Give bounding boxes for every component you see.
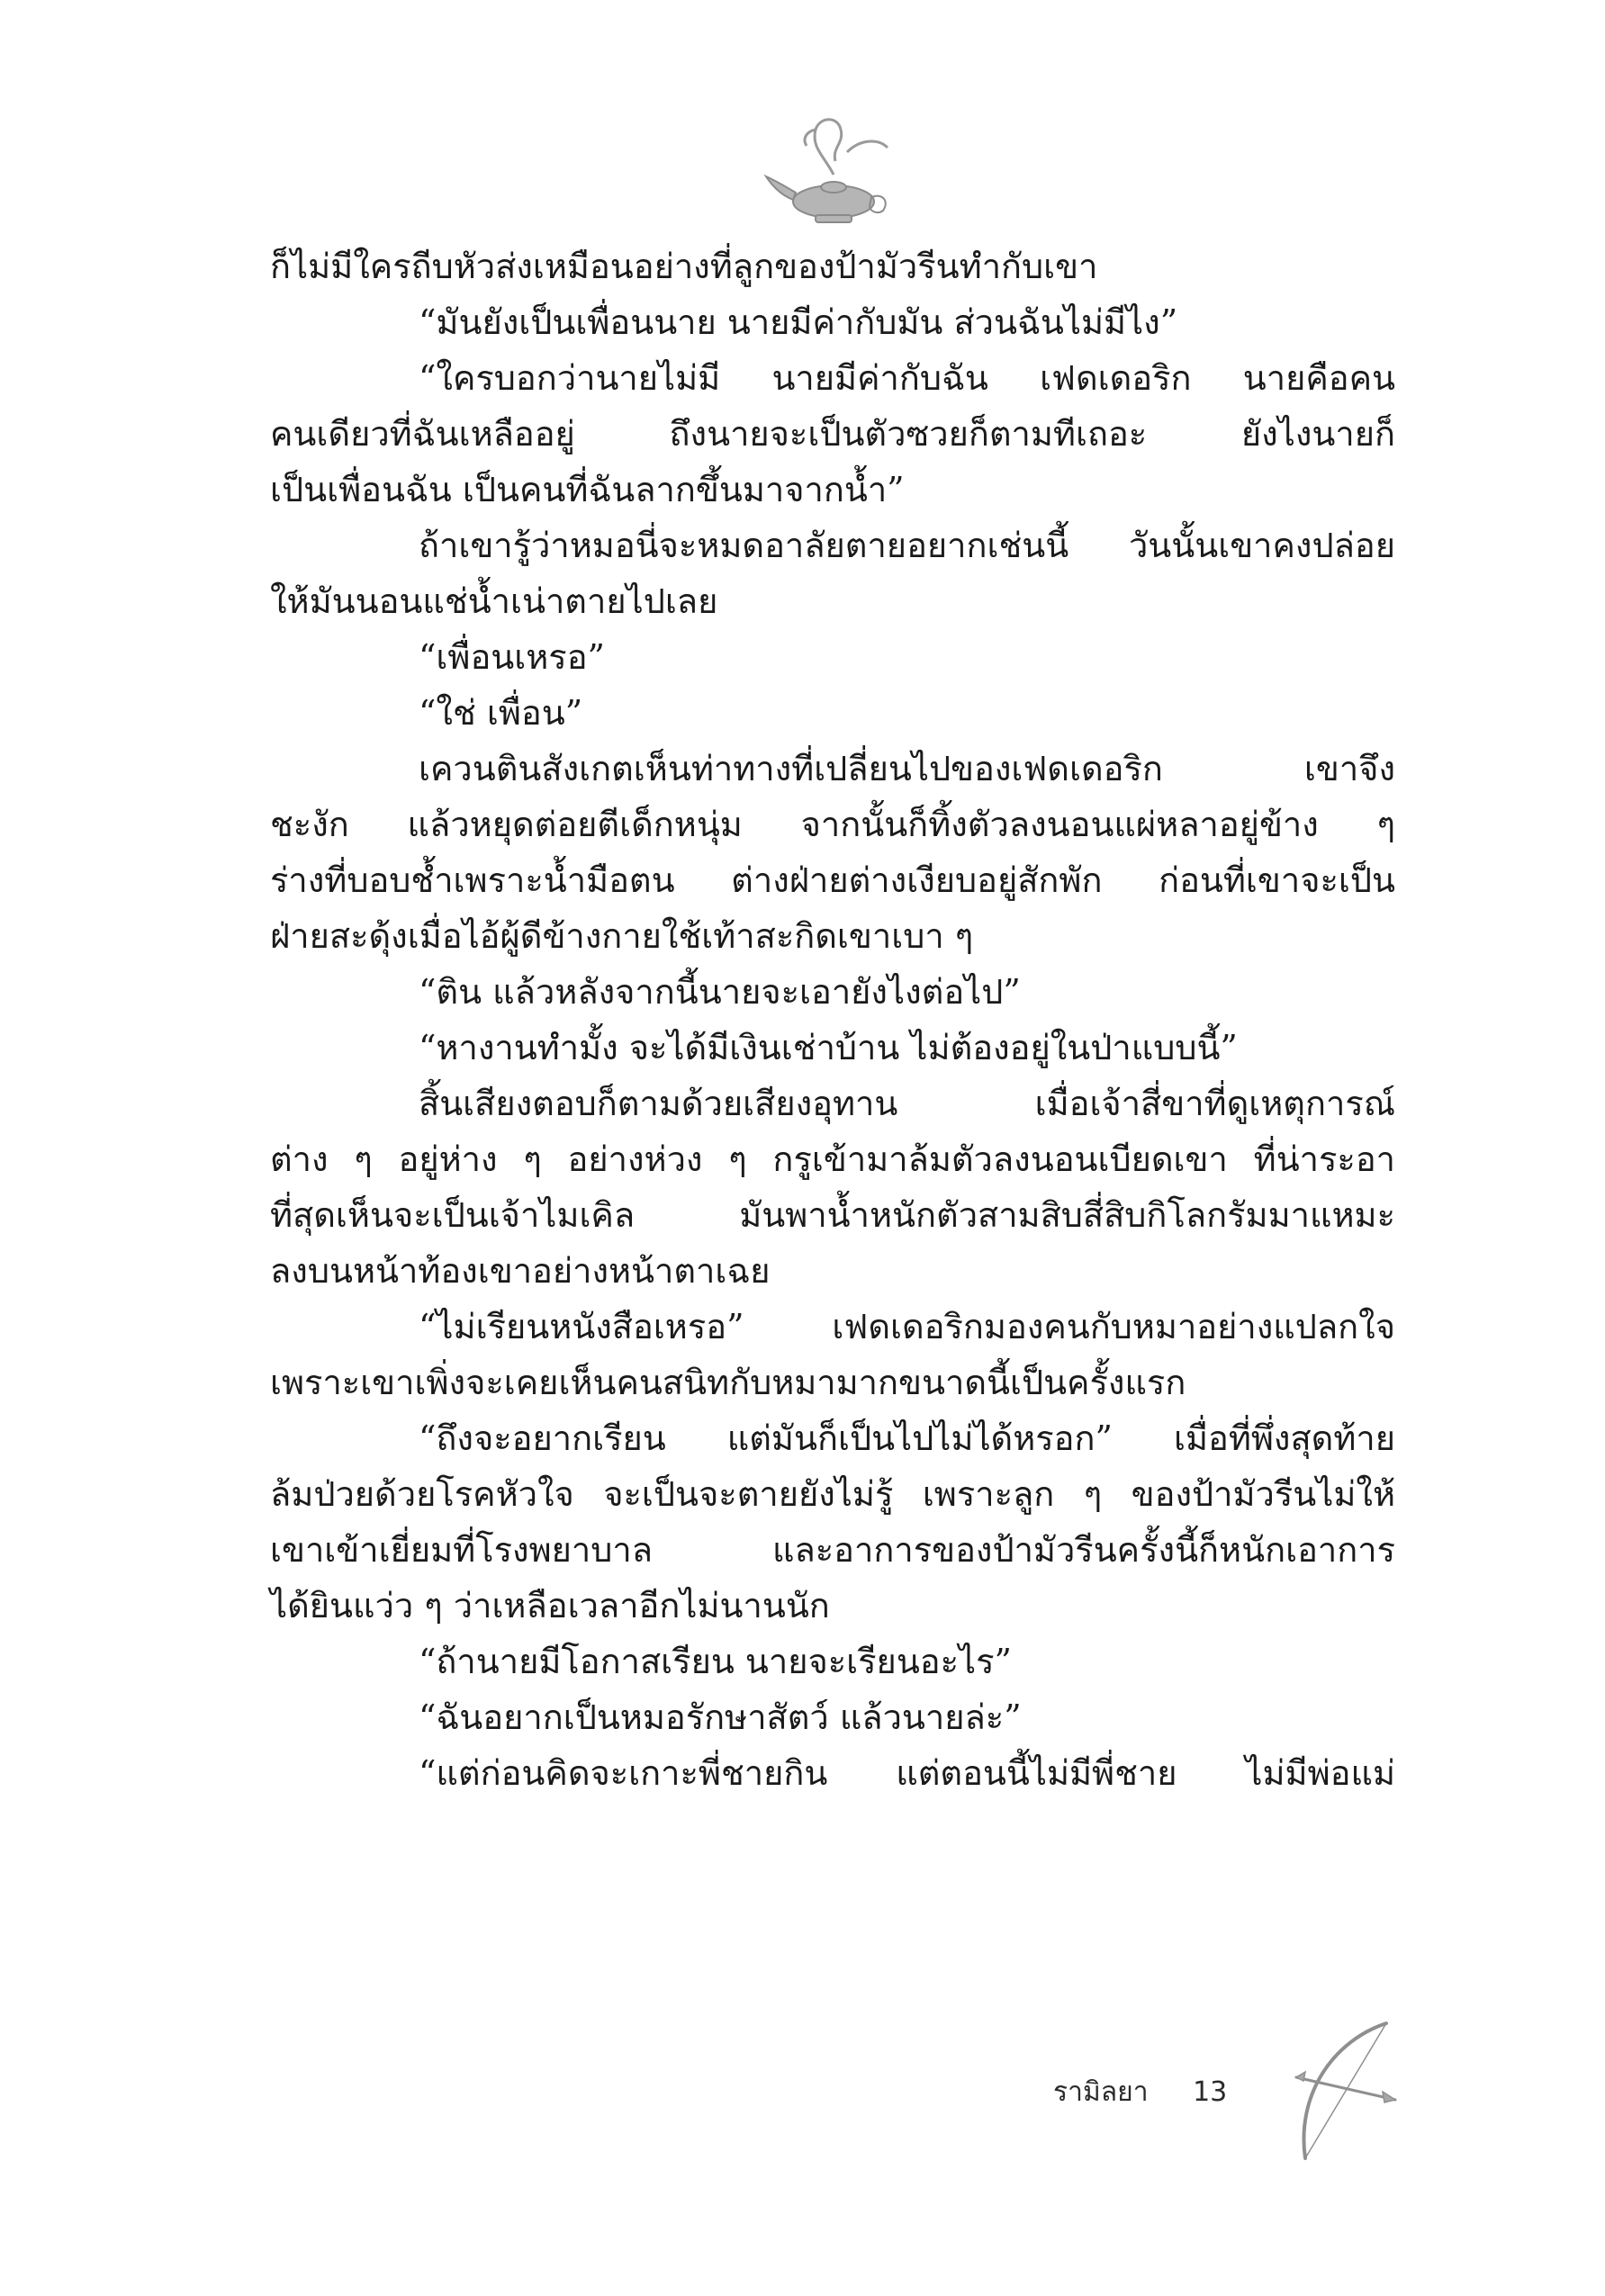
text-line: เขาเข้าเยี่ยมที่โรงพยาบาล และอาการของป้ามัวรีนครั้งนี้ก็หนักเอาการ [270, 1530, 1395, 1570]
text-line: “หางานทำมั้ง จะได้มีเงินเช่าบ้าน ไม่ต้องอยู่ในป่าแบบนี้” [419, 1028, 1238, 1067]
text-line: “ถึงจะอยากเรียน แต่มันก็เป็นไปไม่ได้หรอก” เมื่อที่พึ่งสุดท้าย [419, 1418, 1395, 1458]
genie-lamp-icon [762, 112, 906, 238]
text-line: เป็นเพื่อนฉัน เป็นคนที่ฉันลากขึ้นมาจากน้ำ” [270, 470, 905, 509]
page-body-text [270, 239, 1395, 1801]
text-line: คนเดียวที่ฉันเหลืออยู่ ถึงนายจะเป็นตัวซวยก็ตามทีเถอะ ยังไงนายก็ [270, 414, 1395, 454]
text-line: ต่าง ๆ อยู่ห่าง ๆ อย่างห่วง ๆ กรูเข้ามาล้มตัวลงนอนเบียดเขา ที่น่าระอา [270, 1139, 1395, 1179]
text-line: “ไม่เรียนหนังสือเหรอ” เฟดเดอริกมองคนกับหมาอย่างแปลกใจ [419, 1307, 1395, 1346]
text-line: “ฉันอยากเป็นหมอรักษาสัตว์ แล้วนายล่ะ” [419, 1697, 1022, 1737]
text-line: ให้มันนอนแช่น้ำเน่าตายไปเลย [270, 581, 718, 621]
text-line: “ใช่ เพื่อน” [419, 693, 583, 733]
text-line: ล้มป่วยด้วยโรคหัวใจ จะเป็นจะตายยังไม่รู้ เพราะลูก ๆ ของป้ามัวรีนไม่ให้ [270, 1474, 1395, 1514]
text-line: “ถ้านายมีโอกาสเรียน นายจะเรียนอะไร” [419, 1642, 1012, 1681]
page-number: 13 [1193, 2076, 1228, 2108]
bow-and-arrow-icon [1278, 2014, 1404, 2167]
text-line: “มันยังเป็นเพื่อนนาย นายมีค่ากับมัน ส่วนฉันไม่มีไง” [419, 302, 1178, 342]
text-line: เพราะเขาเพิ่งจะเคยเห็นคนสนิทกับหมามากขนาดนี้เป็นครั้งแรก [270, 1363, 1186, 1402]
text-line: สิ้นเสียงตอบก็ตามด้วยเสียงอุทาน เมื่อเจ้าสี่ขาที่ดูเหตุการณ์ [419, 1084, 1395, 1123]
text-line: ชะงัก แล้วหยุดต่อยตีเด็กหนุ่ม จากนั้นก็ทิ้งตัวลงนอนแผ่หลาอยู่ข้าง ๆ [270, 805, 1395, 844]
text-line: ลงบนหน้าท้องเขาอย่างหน้าตาเฉย [270, 1251, 771, 1291]
text-line: “เพื่อนเหรอ” [419, 637, 605, 677]
text-line: ที่สุดเห็นจะเป็นเจ้าไมเคิล มันพาน้ำหนักตัวสามสิบสี่สิบกิโลกรัมมาแหมะ [270, 1195, 1395, 1235]
text-line: “แต่ก่อนคิดจะเกาะพี่ชายกิน แต่ตอนนี้ไม่มีพี่ชาย ไม่มีพ่อแม่ [419, 1753, 1395, 1793]
text-line: ฝ่ายสะดุ้งเมื่อไอ้ผู้ดีข้างกายใช้เท้าสะกิดเขาเบา ๆ [270, 916, 974, 956]
text-line: ก็ไม่มีใครถีบหัวส่งเหมือนอย่างที่ลูกของป้ามัวรีนทำกับเขา [270, 247, 1098, 286]
page-footer [1053, 2070, 1227, 2115]
text-line: “ใครบอกว่านายไม่มี นายมีค่ากับฉัน เฟดเดอริก นายคือคน [419, 358, 1395, 398]
text-line: ถ้าเขารู้ว่าหมอนี่จะหมดอาลัยตายอยากเช่นนี้ วันนั้นเขาคงปล่อย [419, 526, 1395, 565]
text-line: ร่างที่บอบช้ำเพราะน้ำมือตน ต่างฝ่ายต่างเงียบอยู่สักพัก ก่อนที่เขาจะเป็น [270, 860, 1395, 900]
text-line: เควนตินสังเกตเห็นท่าทางที่เปลี่ยนไปของเฟดเดอริก เขาจึง [419, 749, 1395, 788]
text-line: “ติน แล้วหลังจากนี้นายจะเอายังไงต่อไป” [419, 972, 1021, 1012]
text-line: ได้ยินแว่ว ๆ ว่าเหลือเวลาอีกไม่นานนัก [270, 1586, 830, 1625]
book-title: รามิลยา [1053, 2076, 1149, 2108]
